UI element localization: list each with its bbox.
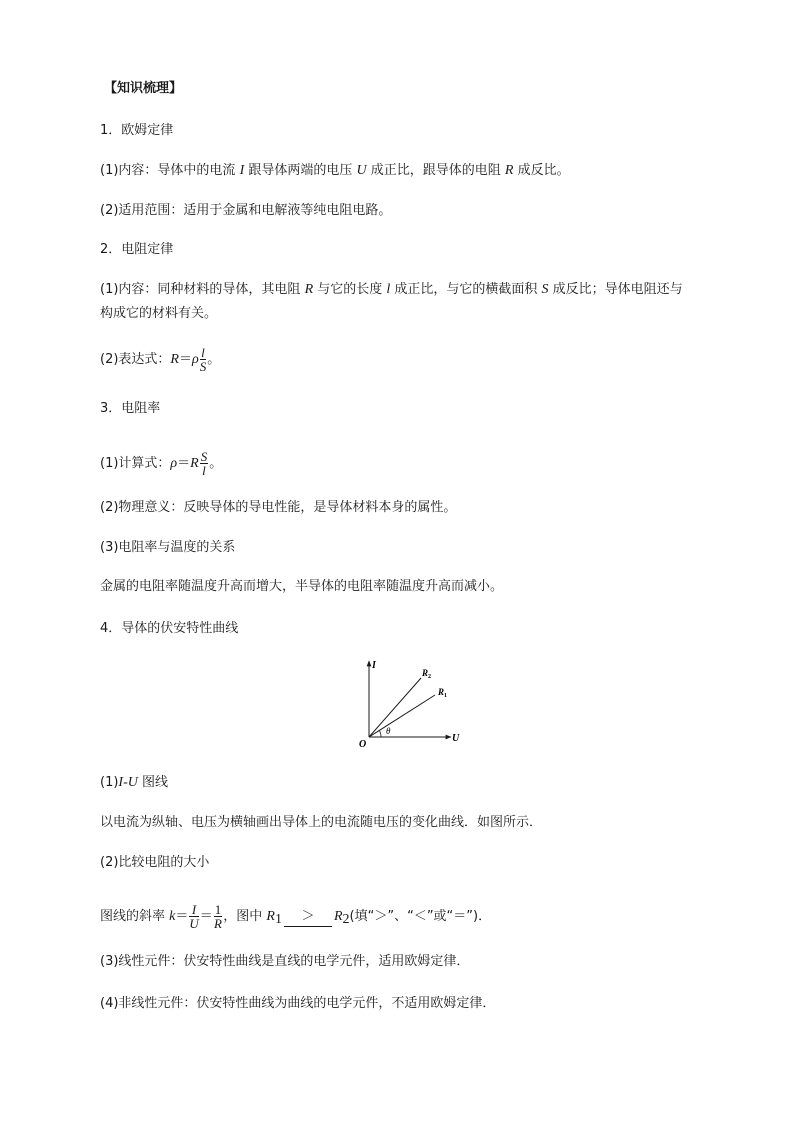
s2-heading: 2．电阻定律 <box>100 242 174 257</box>
s4-p5: (3)线性元件：伏安特性曲线是直线的电学元件，适用欧姆定律． <box>100 954 470 969</box>
r2-label: $R_2$ <box>422 668 432 680</box>
s3-formula: (1)计算式：ρ＝R $\frac{S}{l}$ 。 <box>100 449 223 478</box>
line-r2 <box>369 678 421 737</box>
s1-heading: 1．欧姆定律 <box>100 123 174 138</box>
origin-label: O <box>359 739 367 750</box>
theta-label: θ <box>386 726 391 736</box>
s3-heading: 3．电阻率 <box>100 401 161 416</box>
s4-p6: (4)非线性元件：伏安特性曲线为曲线的电学元件，不适用欧姆定律． <box>100 996 496 1011</box>
s4-p1: (1)I-U 图线 <box>100 775 168 790</box>
s3-p4: 金属的电阻率随温度升高而增大，半导体的电阻率随温度升高而减小。 <box>100 579 504 594</box>
y-axis-label: I <box>372 660 376 671</box>
fraction-1-over-r: $\frac{1}{R}$ <box>214 902 222 931</box>
s4-p2: 以电流为纵轴、电压为横轴画出导体上的电流随电压的变化曲线．如图所示． <box>100 815 543 830</box>
s4-p3: (2)比较电阻的大小 <box>100 855 210 870</box>
s2-p1-line2: 构成它的材料有关。 <box>100 306 218 321</box>
fraction-s-over-l: $\frac{S}{l}$ <box>200 449 208 478</box>
s4-p4: 图线的斜率 k＝ $\frac{I}{U}$ ＝ $\frac{1}{R}$ ，图中 $R_1 > R_2$(填“＞”、“＜”或“＝”)． <box>100 902 492 931</box>
r1-label: $R_1$ <box>438 687 448 699</box>
s2-p1: (1)内容：同种材料的导体，其电阻 R 与它的长度 l 成正比，与它的横截面积 S 成反比；导体电阻还与 <box>100 282 683 297</box>
fraction-i-over-u: $\frac{I}{U}$ <box>189 902 199 931</box>
angle-arc <box>379 730 381 737</box>
fraction-l-over-s: $\frac{l}{S}$ <box>199 345 207 374</box>
s3-p3: (3)电阻率与温度的关系 <box>100 540 236 555</box>
iu-graph <box>355 655 465 750</box>
answer-blank: ＞ <box>284 908 332 927</box>
s4-heading: 4．导体的伏安特性曲线 <box>100 621 239 636</box>
line-r1 <box>369 695 435 737</box>
section-title: 【知识梳理】 <box>104 81 183 96</box>
x-axis-label: U <box>452 733 460 744</box>
s1-p2: (2)适用范围：适用于金属和电解液等纯电阻电路。 <box>100 203 392 218</box>
s3-p2: (2)物理意义：反映导体的导电性能，是导体材料本身的属性。 <box>100 500 457 515</box>
s2-formula: (2)表达式：R＝ρ $\frac{l}{S}$ 。 <box>100 345 221 374</box>
s1-p1: (1)内容：导体中的电流 I 跟导体两端的电压 U 成正比，跟导体的电阻 R 成反比。 <box>100 163 570 178</box>
